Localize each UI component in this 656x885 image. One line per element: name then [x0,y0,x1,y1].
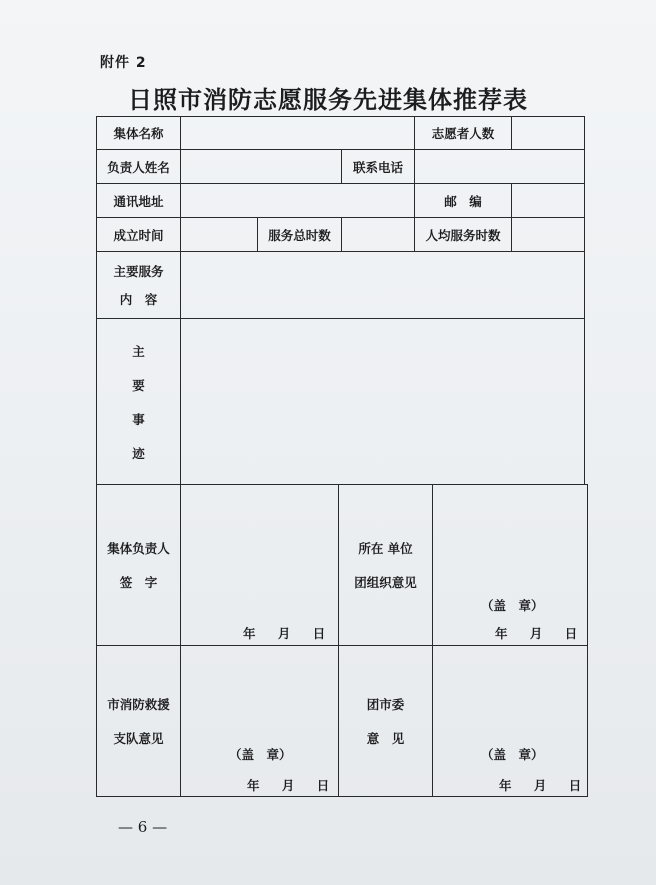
phone-label: 联系电话 [341,149,415,184]
postcode-label: 邮 编 [414,183,512,218]
unit-opinion-label [338,484,433,646]
main-service-field[interactable] [180,251,585,319]
main-deeds-field[interactable] [180,318,585,485]
total-hours-field[interactable] [341,217,415,252]
youth-opinion-field[interactable] [432,645,588,797]
unit-opinion-label-line2: 团组织意见 [354,575,417,590]
founded-field[interactable] [180,217,258,252]
unit-opinion-stamp: （盖 章） [481,598,544,613]
main-service-label-line2: 内 容 [119,292,158,307]
attachment-label: 附件 2 [100,55,147,71]
youth-opinion-label-line2: 意 见 [366,731,405,746]
page-number: — 6 — [118,818,168,836]
avg-hours-field[interactable] [511,217,585,252]
main-service-label-line1: 主要服务 [113,264,164,279]
volunteer-count-label: 志愿者人数 [414,116,512,150]
youth-opinion-label [338,645,433,797]
fire-opinion-label [96,645,181,797]
fire-opinion-field[interactable] [180,645,339,797]
fire-opinion-stamp: （盖 章） [229,747,292,762]
page-title: 日照市消防志愿服务先进集体推荐表 [128,85,528,114]
unit-opinion-field[interactable] [432,484,588,646]
fire-opinion-label-line1: 市消防救援 [107,697,170,712]
deeds-char-3: 事 [132,411,145,427]
main-service-label [96,251,181,319]
volunteer-count-field[interactable] [511,116,585,150]
leader-sign-label-line1: 集体负责人 [107,541,170,556]
leader-name-label: 负责人姓名 [96,149,181,184]
postcode-field[interactable] [511,183,585,218]
main-deeds-label [96,318,181,485]
leader-sign-label [96,484,181,646]
deeds-char-4: 迹 [132,445,145,461]
founded-label: 成立时间 [96,217,181,252]
deeds-char-2: 要 [132,377,145,393]
address-label: 通讯地址 [96,183,181,218]
leader-sign-label-line2: 签 字 [119,575,158,590]
youth-opinion-date: 年 月 日 [499,778,584,793]
fire-opinion-label-line2: 支队意见 [113,731,164,746]
group-name-field[interactable] [180,116,415,150]
total-hours-label: 服务总时数 [257,217,342,252]
youth-opinion-label-line1: 团市委 [366,697,405,712]
deeds-char-1: 主 [132,343,145,359]
unit-opinion-label-line1: 所在 单位 [358,541,413,556]
avg-hours-label: 人均服务时数 [414,217,512,252]
fire-opinion-date: 年 月 日 [247,778,332,793]
leader-sign-date: 年 月 日 [243,626,328,641]
group-name-label: 集体名称 [96,116,181,150]
leader-sign-field[interactable] [180,484,339,646]
leader-name-field[interactable] [180,149,342,184]
youth-opinion-stamp: （盖 章） [481,747,544,762]
phone-field[interactable] [414,149,585,184]
address-field[interactable] [180,183,415,218]
unit-opinion-date: 年 月 日 [495,626,580,641]
